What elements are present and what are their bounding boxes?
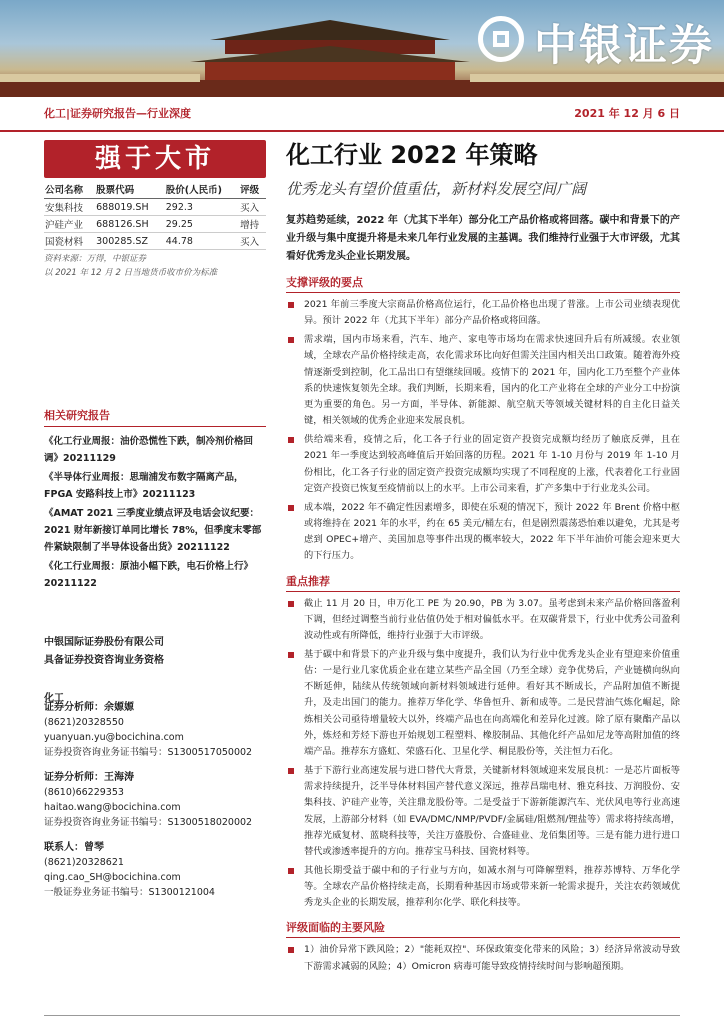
- company-qualification: 具备证券投资咨询业务资格: [44, 655, 164, 666]
- cell-code: 300285.SZ: [95, 233, 165, 250]
- header-banner: [0, 0, 724, 97]
- analyst-email[interactable]: haitao.wang@bocichina.com: [44, 802, 181, 813]
- report-subtitle: 优秀龙头有望价值重估，新材料发展空间广阔: [286, 180, 587, 198]
- analyst-name: 证券分析师：王海涛: [44, 772, 134, 783]
- analyst-cert: 证券投资咨询业务证书编号：S1300518020002: [44, 817, 253, 828]
- analyst-phone: (8610)66229353: [44, 787, 124, 798]
- related-item[interactable]: 《化工行业周报：油价恐慌性下跌，制冷剂价格回调》20211129: [44, 436, 254, 464]
- bullet-item: 1）油价异常下跌风险；2）"能耗双控"、环保政策变化带来的风险；3）经济异常波动导致下游需求减弱的风险；4）Omicron 病毒可能导致疫情持续时间与影响超预期。: [286, 942, 680, 974]
- company-info: [44, 634, 266, 708]
- section-title-risks: 评级面临的主要风险: [286, 919, 680, 938]
- table-row: [44, 199, 266, 216]
- table-source: 资料来源：万得，中银证券: [44, 254, 147, 264]
- cell-company: 国瓷材料: [44, 233, 95, 250]
- brand-logo: [472, 10, 716, 74]
- cell-rating: 买入: [239, 233, 266, 250]
- brand-name: 中银证券: [534, 21, 714, 71]
- cell-rating: 增持: [239, 216, 266, 233]
- cell-rating: 买入: [239, 199, 266, 216]
- bullet-item: 供给端来看，疫情之后，化工各子行业的固定资产投资完成额均经历了触底反弹，且在 2021 年一季度达到较高峰值后开始回落的历程。2021 年 1-10 月份与 2019 年 1-10 月份相比，化工各子行业的固定资产投资完成额均实现了不同程度的上涨，代表着化工行业固定资产投资已恢复至疫情前以上的水平。上市公司来看，扩产多集中于行业龙头公司。: [286, 432, 680, 497]
- table-note: 以 2021 年 12 月 2 日当地货币收市价为标准: [44, 268, 218, 278]
- bullet-item: 截止 11 月 20 日，申万化工 PE 为 20.90，PB 为 3.07。虽考虑到未来产品价格回落盈利下调，但经过调整当前行业估值仍处于相对偏低水平。在双碳背景下，行业中优秀公司盈利波动性或有所降低，维持行业强于大市评级。: [286, 596, 680, 644]
- analyst-card: [44, 700, 266, 760]
- analyst-card: [44, 770, 266, 830]
- bullet-item: 2021 年前三季度大宗商品价格高位运行，化工品价格也出现了普涨。上市公司业绩表现优异。预计 2022 年（尤其下半年）部分产品价格或将回落。: [286, 297, 680, 329]
- cell-price: 44.78: [165, 233, 239, 250]
- contact-phone: (8621)20328621: [44, 857, 124, 868]
- related-title: 相关研究报告: [44, 407, 266, 427]
- left-sidebar: [44, 140, 266, 278]
- contact-email[interactable]: qing.cao_SH@bocichina.com: [44, 872, 181, 883]
- bullet-item: 基于碳中和背景下的产业升级与集中度提升，我们认为行业中优秀龙头企业有望迎来价值重估：一是行业几家优质企业在建立某些产品全国（乃至全球）竞争优势后，产业链横向纵向不断延伸，陆续从传统领域向新材料领域进行延伸。看好其不断成长，产品附加值不断提升，及走出国门的能力。推荐万华化学、华鲁恒升、新和成等。二是民营油气炼化崛起，除炼相关公司亟待增量较大以外，终端产品也在向高端化和差异化过渡。除了原有聚酯产品以外，炼烃和芳烃下游也开始规划工程塑料、橡胶制品、其他化纤产品如尼龙等高附加值的终端产品。推荐东方盛虹、荣盛石化、卫星化学、桐昆股份等，关注恒力石化。: [286, 647, 680, 760]
- cell-price: 29.25: [165, 216, 239, 233]
- boc-logo-icon: [478, 16, 524, 62]
- main-content: [286, 140, 680, 978]
- bullet-item: 成本端，2022 年不确定性因素增多，即使在乐观的情况下，预计 2022 年 Brent 价格中枢或将维持在 2021 年的水平，约在 65 美元/桶左右，但是剧烈震荡恐怕难以避免，尤其是考虑到 OPEC+增产、美国加息等事件出现的概率较大，2022 年下半年油价可能会迎来更大的下行压力。: [286, 500, 680, 565]
- col-header: 股价(人民币): [165, 180, 239, 199]
- related-item[interactable]: 《半导体行业周报：思瑞浦发布数字隔离产品，FPGA 安路科技上市》20211123: [44, 472, 244, 500]
- related-reports: [44, 407, 266, 594]
- footer-divider: [44, 1015, 680, 1016]
- stock-table: [44, 180, 266, 250]
- analyst-email[interactable]: yuanyuan.yu@bocichina.com: [44, 732, 184, 743]
- report-header-bar: [0, 97, 724, 132]
- section-title-recommendations: 重点推荐: [286, 573, 680, 592]
- section-title-rating-points: 支撑评级的要点: [286, 274, 680, 293]
- table-row: [44, 216, 266, 233]
- report-date: 2021 年 12 月 6 日: [574, 107, 680, 120]
- rating-badge: 强于大市: [44, 140, 266, 178]
- cell-company: 沪硅产业: [44, 216, 95, 233]
- sector-label: 化工: [44, 693, 64, 704]
- analyst-cert: 证券投资咨询业务证书编号：S1300517050002: [44, 747, 253, 758]
- bullet-item: 其他长期受益于碳中和的子行业与方向，如减水剂与可降解塑料，推荐苏博特、万华化学等。全球农产品价格持续走高，长期看种基因市场或带来新一轮需求提升，关注农药领域优秀龙头企业的长期发展，推荐利尔化学、联化科技等。: [286, 863, 680, 911]
- report-category: 化工|证券研究报告—行业深度: [44, 107, 192, 120]
- contact-name: 联系人：曾琴: [44, 842, 104, 853]
- cell-company: 安集科技: [44, 199, 95, 216]
- cell-price: 292.3: [165, 199, 239, 216]
- report-title: 化工行业 2022 年策略: [286, 141, 538, 169]
- related-item[interactable]: 《化工行业周报：原油小幅下跌，电石价格上行》20211122: [44, 561, 254, 589]
- bullet-item: 需求端，国内市场来看，汽车、地产、家电等市场均在需求快速回升后有所减缓。农业领域，全球农产品价格持续走高，农化需求环比向好但需关注国内相关出口政策。随着海外疫情逐渐受到控制，化工品出口有望继续回暖。疫情下的 2021 年，国内化工乃至整个产业体系的快速恢复领先全球。我们判断，长期来看，国内的化工产业将在全球的产业分工中扮演更为重要的角色。另一方面，半导体、新能源、航空航天等领域关键材料的自主化日益关键，相关领域的优秀企业迎来发展良机。: [286, 332, 680, 429]
- bullet-item: 基于下游行业高速发展与进口替代大背景，关键新材料领域迎来发展良机：一是芯片面板等需求持续提升，泛半导体材料国产替代意义深远，推荐昌瑞电材、雅克科技、万润股份、安集科技、沪硅产业等，关注鼎龙股份等。二是受益于下游新能源汽车、光伏风电等行业高速发展，上游部分材料（如 EVA/DMC/NMP/PVDF/金属硅/阻燃剂/锂盐等）需求将持续高增，推荐光威复材、蓝晓科技等，关注万盛股份、合盛硅业、龙佰集团等。三是有能力进行进口替代或渗透率提升的方向。推荐宝马科技、国瓷材料等。: [286, 763, 680, 860]
- contact-cert: 一般证券业务证书编号：S1300121004: [44, 887, 215, 898]
- table-row: [44, 233, 266, 250]
- col-header: 评级: [239, 180, 266, 199]
- cell-code: 688019.SH: [95, 199, 165, 216]
- report-summary: 复苏趋势延续，2022 年（尤其下半年）部分化工产品价格或将回落。碳中和背景下的产业升级与集中度提升将是未来几年行业发展的主基调。我们维持行业强于大市评级，尤其看好优秀龙头企业长期发展。: [286, 215, 680, 262]
- col-header: 公司名称: [44, 180, 95, 199]
- col-header: 股票代码: [95, 180, 165, 199]
- contact-card: [44, 840, 266, 900]
- analyst-name: 证券分析师：余嫄嫄: [44, 702, 134, 713]
- cell-code: 688126.SH: [95, 216, 165, 233]
- related-item[interactable]: 《AMAT 2021 三季度业绩点评及电话会议纪要：2021 财年新接订单同比增长 78%，但季度末零部件紧缺限制了半导体设备出货》20211122: [44, 508, 262, 553]
- company-name: 中银国际证券股份有限公司: [44, 637, 164, 648]
- analyst-phone: (8621)20328550: [44, 717, 124, 728]
